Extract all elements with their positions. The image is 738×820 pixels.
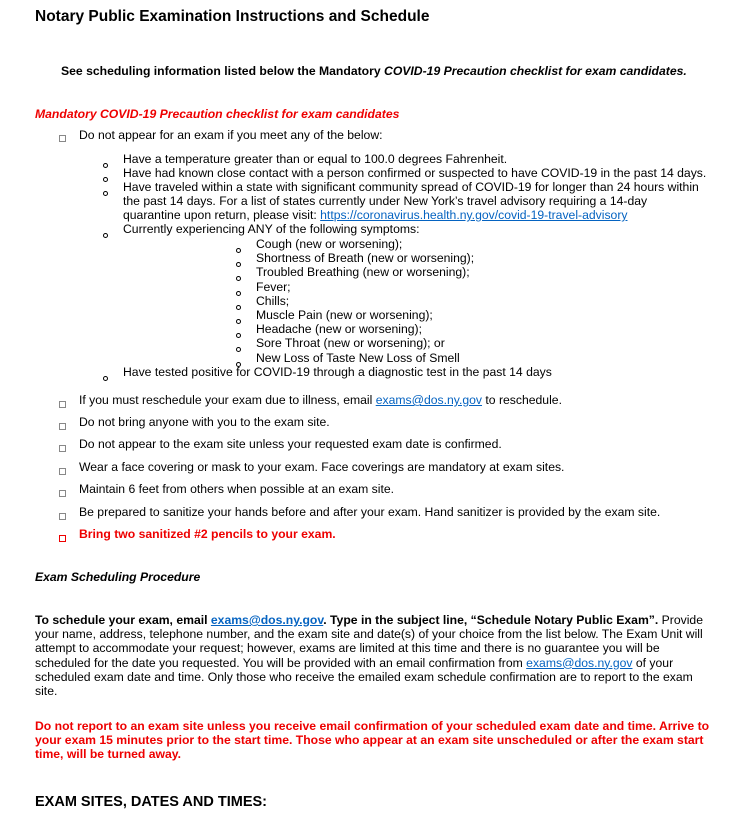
- symptom-item: Muscle Pain (new or worsening);: [256, 308, 433, 322]
- symptom-item: Troubled Breathing (new or worsening);: [256, 265, 470, 280]
- checklist-item: Maintain 6 feet from others when possible at an exam site.: [79, 482, 395, 497]
- symptom-item: New Loss of Taste New Loss of Smell: [256, 350, 460, 365]
- symptom-item: Cough (new or worsening);: [256, 237, 403, 251]
- procedure-heading: Exam Scheduling Procedure: [35, 570, 201, 584]
- checklist-heading: Mandatory COVID-19 Precaution checklist for exam candidates: [35, 107, 400, 121]
- procedure-warning: Do not report to an exam site unless you receive email confirmation of your scheduled exam date and time. Arrive to your exam 15 minutes prior to the start time. Those who appear at an exam site unscheduled or after the exam start time, will be turned away.: [35, 719, 710, 762]
- checkbox-icon: [59, 531, 66, 545]
- procedure-body2: of your scheduled exam date and time. Only those who receive the emailed exam schedule confirmation are to report to the exam site.: [35, 655, 693, 699]
- subtitle-italic: COVID-19 Precaution checklist for exam candidates.: [384, 64, 687, 78]
- procedure-email-link-2[interactable]: exams@dos.ny.gov: [526, 655, 633, 670]
- reschedule-text: If you must reschedule your exam due to illness, email: [79, 393, 376, 407]
- checkbox-icon: [59, 397, 66, 411]
- procedure-body1: Provide your name, address, telephone number, and the exam site and date(s) of your choice from the list below. The Exam Unit will attempt to accommodate your request; however, exams are limited at this time and there is no guarantee you will be scheduled for the date you requested. You will be provided with an email confirmation from: [35, 613, 703, 670]
- checklist-item: Wear a face covering or mask to your exam. Face coverings are mandatory at exam sites.: [79, 459, 565, 474]
- bullet-icon: [236, 256, 241, 270]
- subtitle-prefix: See scheduling information listed below the Mandatory: [61, 64, 385, 78]
- sub-item-symptoms-intro: Currently experiencing ANY of the following symptoms:: [123, 222, 420, 236]
- bullet-icon: [236, 285, 241, 299]
- bullet-icon: [236, 341, 241, 355]
- checklist-item: Be prepared to sanitize your hands before and after your exam. Hand sanitizer is provided by the exam site.: [79, 504, 661, 519]
- bullet-icon: [103, 370, 108, 384]
- page-title: Notary Public Examination Instructions and Schedule: [35, 8, 430, 25]
- symptom-item: Shortness of Breath (new or worsening);: [256, 251, 475, 266]
- checkbox-icon: [59, 464, 66, 478]
- checkbox-icon: [59, 419, 66, 433]
- reschedule-email-link[interactable]: exams@dos.ny.gov: [375, 393, 483, 407]
- checklist-item: Do not bring anyone with you to the exam site.: [79, 415, 330, 429]
- sub-item-travel-line1: Have traveled within a state with significant community spread of COVID-19 for longer than 24 hours within: [123, 180, 699, 194]
- sub-item-temperature: Have a temperature greater than or equal to 100.0 degrees Fahrenheit.: [123, 152, 508, 166]
- procedure-bold-prefix: To schedule your exam, email: [35, 613, 211, 627]
- bullet-icon: [236, 327, 241, 341]
- bullet-icon: [103, 157, 108, 171]
- checkbox-icon: [59, 131, 66, 145]
- bullet-icon: [103, 185, 108, 199]
- symptom-item: Sore Throat (new or worsening); or: [256, 336, 445, 351]
- travel-line3-text: quarantine upon return, please visit:: [123, 208, 321, 222]
- bullet-icon: [236, 299, 241, 313]
- bullet-icon: [236, 242, 241, 256]
- sub-item-contact: Have had known close contact with a person confirmed or suspected to have COVID-19 in the past 14 days.: [123, 166, 707, 180]
- sub-item-tested-positive: Have tested positive for COVID-19 through a diagnostic test in the past 14 days: [123, 365, 552, 379]
- travel-advisory-link[interactable]: https://coronavirus.health.ny.gov/covid-19-travel-advisory: [320, 208, 628, 222]
- bullet-icon: [236, 270, 241, 284]
- sub-item-travel-line3: [123, 208, 627, 222]
- subtitle: [61, 64, 687, 78]
- bullet-icon: [236, 313, 241, 327]
- procedure-bold-suffix: . Type in the subject line, “Schedule Notary Public Exam”.: [323, 613, 659, 627]
- checklist-item-reschedule: [79, 393, 562, 407]
- symptom-item: Fever;: [256, 279, 291, 294]
- checkbox-icon: [59, 486, 66, 500]
- symptom-item: Headache (new or worsening);: [256, 322, 422, 337]
- checklist-item-do-not-appear: Do not appear for an exam if you meet any of the below:: [79, 128, 383, 142]
- checkbox-icon: [59, 509, 66, 523]
- procedure-paragraph: [35, 613, 715, 698]
- procedure-email-link[interactable]: exams@dos.ny.gov: [210, 613, 324, 627]
- checklist-item-pencils: Bring two sanitized #2 pencils to your exam.: [79, 527, 336, 541]
- sub-item-travel-line2: the past 14 days. For a list of states currently under New York’s travel advisory requiring a 14-day: [123, 194, 648, 208]
- bullet-icon: [103, 171, 108, 185]
- checkbox-icon: [59, 441, 66, 455]
- symptom-item: Chills;: [256, 293, 290, 308]
- bullet-icon: [103, 227, 108, 241]
- checklist-item: Do not appear to the exam site unless your requested exam date is confirmed.: [79, 437, 502, 452]
- reschedule-suffix: to reschedule.: [482, 393, 562, 407]
- sites-heading: EXAM SITES, DATES AND TIMES:: [35, 794, 268, 810]
